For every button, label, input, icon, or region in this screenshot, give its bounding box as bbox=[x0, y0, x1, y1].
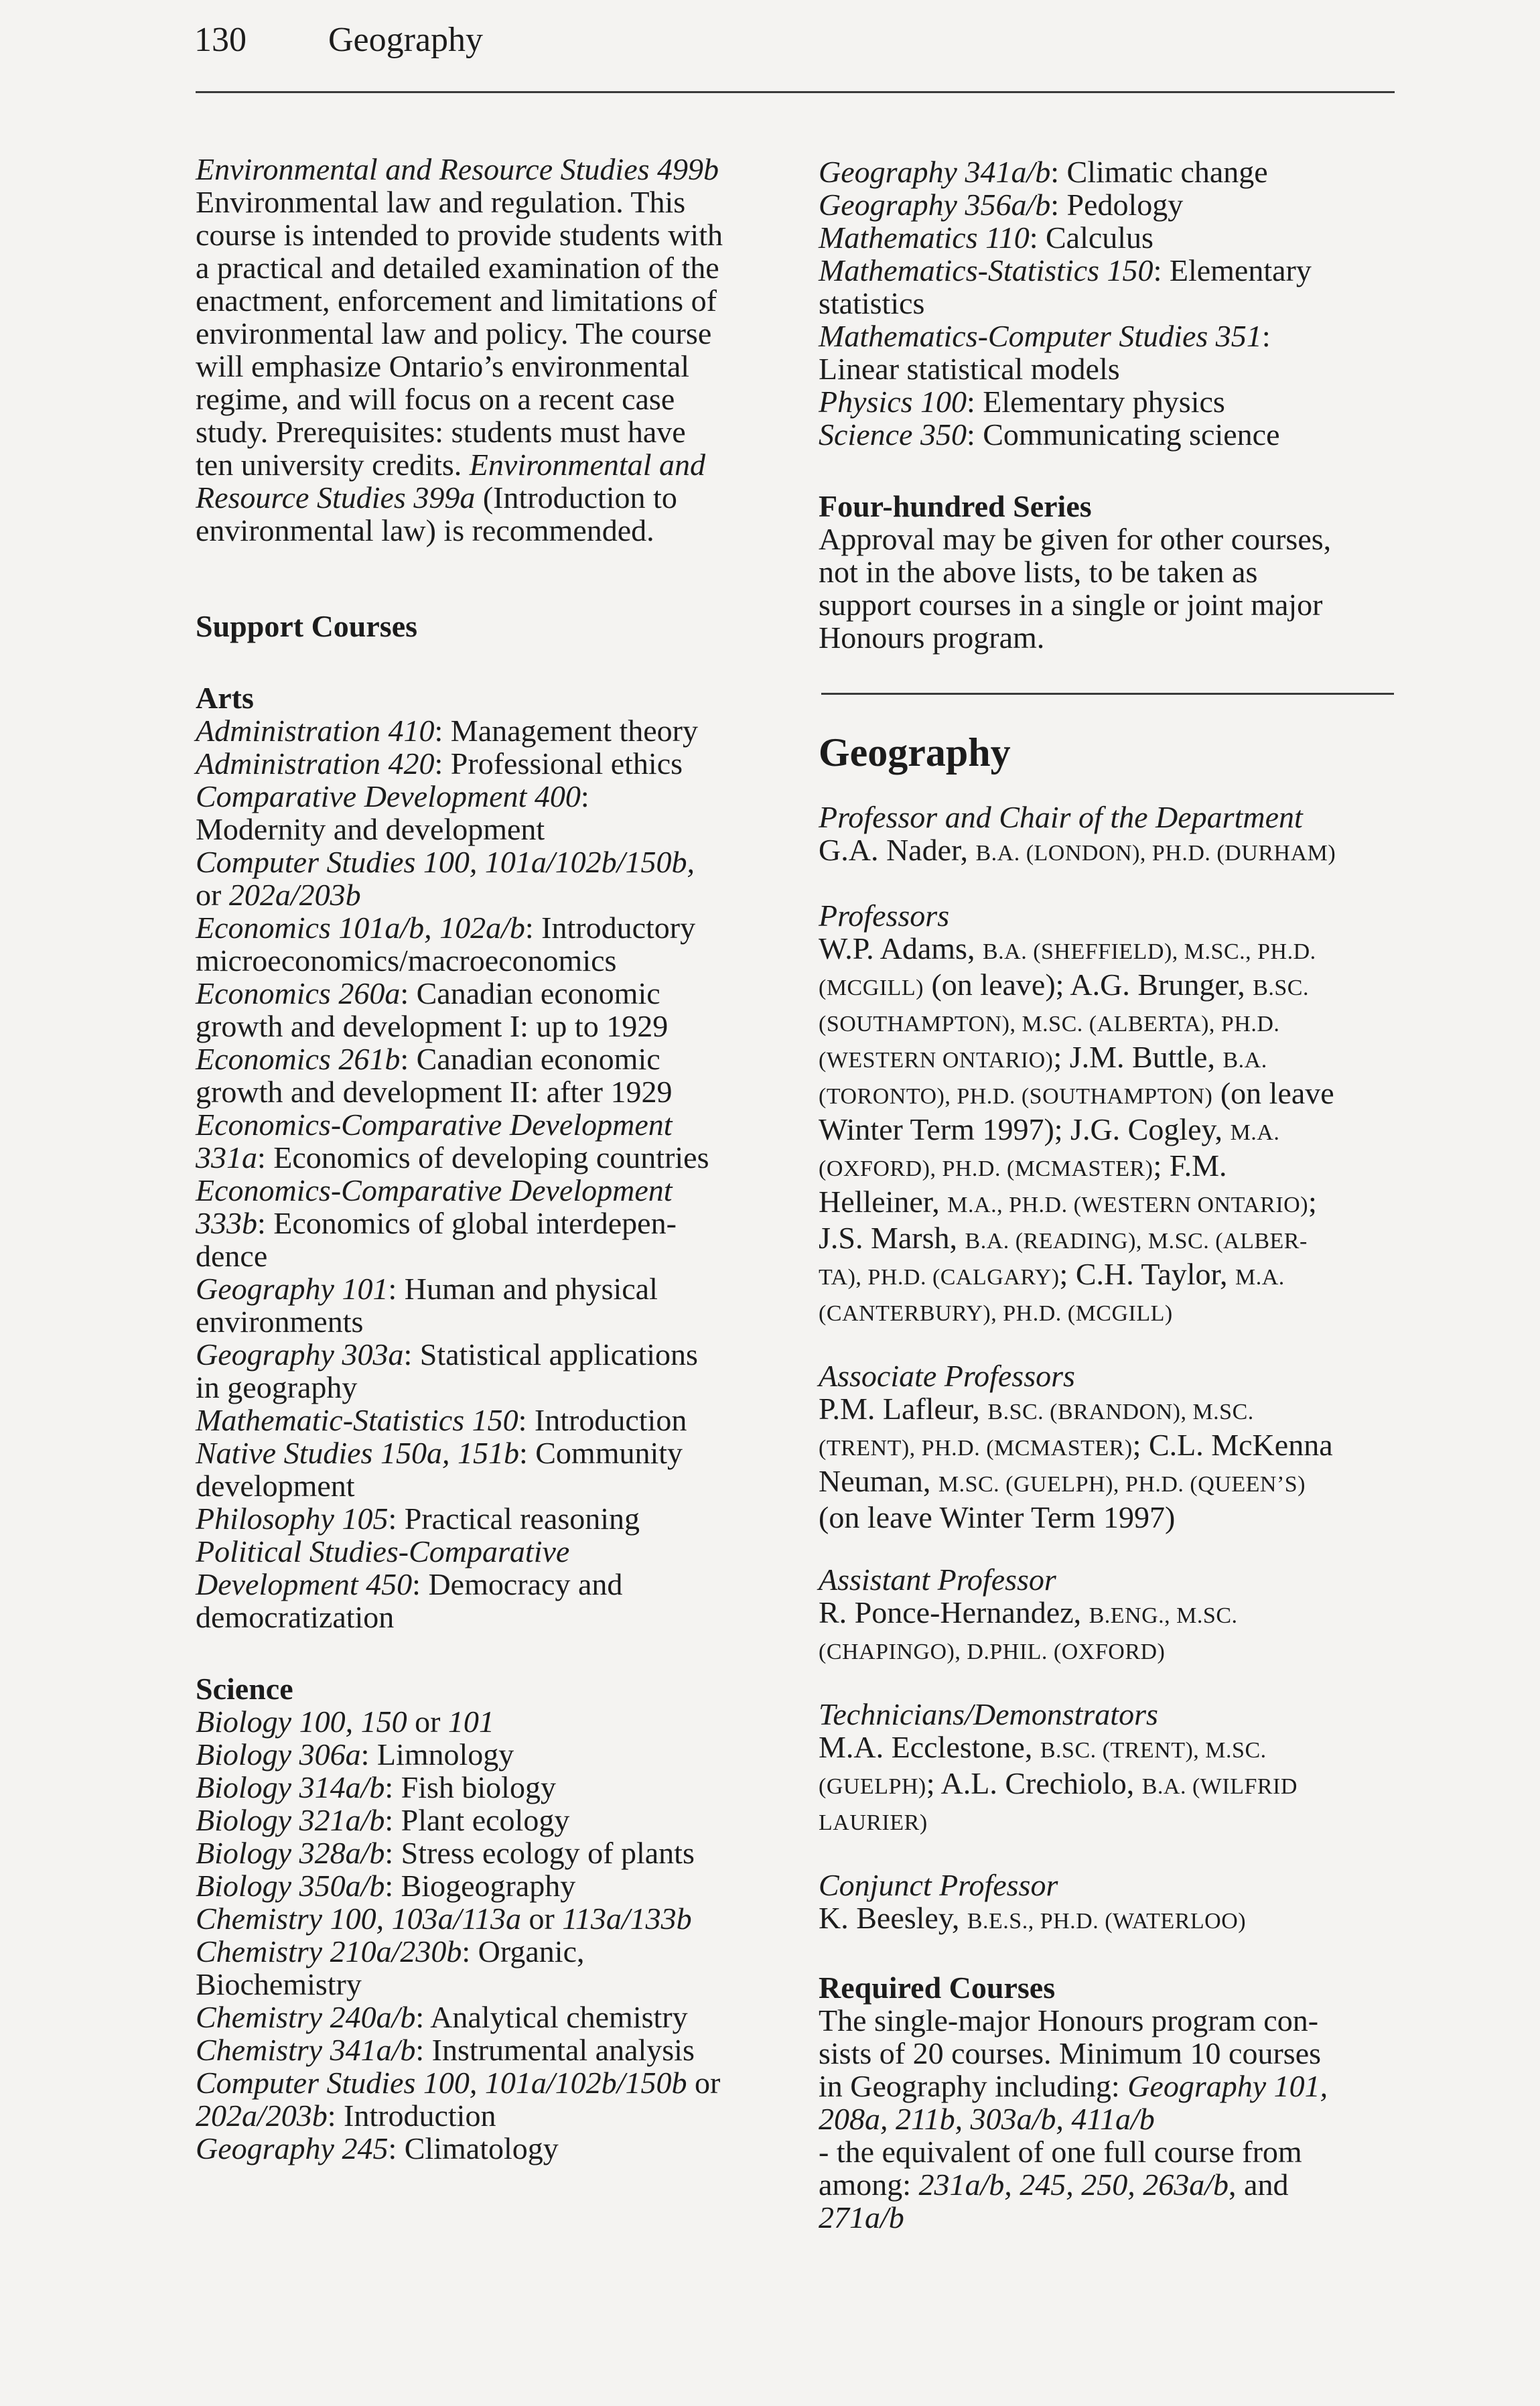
course-row bbox=[819, 352, 1408, 385]
course-title: 101 bbox=[447, 1705, 494, 1739]
course-text: or bbox=[687, 2066, 721, 2100]
course-title: 271a/b bbox=[819, 2200, 904, 2234]
course-row bbox=[196, 1338, 798, 1371]
name-text: P.M. Lafleur, bbox=[819, 1392, 988, 1426]
four-hundred-series-text bbox=[819, 523, 1408, 654]
geography-section-heading: Geography bbox=[819, 730, 1011, 775]
right-column bbox=[819, 155, 1408, 2234]
course-row bbox=[196, 1371, 798, 1404]
course-title: Mathematics 110 bbox=[819, 220, 1030, 255]
text-line bbox=[819, 1632, 1408, 1668]
course-title: Biology 350a/b bbox=[196, 1869, 385, 1903]
support-courses-heading: Support Courses bbox=[196, 609, 418, 643]
text-line bbox=[819, 1428, 1408, 1465]
course-row bbox=[819, 155, 1408, 188]
text-line bbox=[819, 2168, 1408, 2201]
course-title: 333b bbox=[196, 1206, 257, 1240]
course-row bbox=[196, 2132, 798, 2165]
course-text: : Introduction bbox=[327, 2098, 496, 2133]
course-title: Biology 306a bbox=[196, 1737, 361, 1772]
name-text: The single-major Honours program con- bbox=[819, 2003, 1319, 2037]
science-course-list bbox=[196, 1705, 798, 2165]
course-title: 331a bbox=[196, 1140, 257, 1175]
course-title: 208a, 211b, 303a/b, 411a/b bbox=[819, 2102, 1155, 2136]
course-text: : Practical reasoning bbox=[388, 1501, 640, 1536]
text-line: not in the above lists, to be taken as bbox=[819, 555, 1258, 589]
course-text: regime, and will focus on a recent case bbox=[196, 382, 675, 416]
course-text: : Economics of global interdepen- bbox=[257, 1206, 677, 1240]
course-title: Mathematics-Statistics 150 bbox=[819, 253, 1153, 287]
course-title: 231a/b, 245, 250, 263a/b bbox=[918, 2167, 1229, 2202]
credentials: TA), PH.D. (CALGARY) bbox=[819, 1265, 1060, 1290]
description-line bbox=[196, 186, 798, 218]
faculty-role: Technicians/Demonstrators bbox=[819, 1697, 1158, 1731]
course-text: : Communicating science bbox=[966, 417, 1280, 452]
course-text: democratization bbox=[196, 1600, 395, 1634]
credentials: B.SC. bbox=[1253, 976, 1309, 1000]
course-text: environmental law and policy. The course bbox=[196, 316, 712, 350]
text-line bbox=[819, 2135, 1408, 2168]
course-text: a practical and detailed examination of the bbox=[196, 251, 719, 285]
course-text: : bbox=[580, 779, 589, 813]
course-text: : Community bbox=[518, 1436, 683, 1470]
course-text: dence bbox=[196, 1239, 268, 1273]
credentials: (OXFORD), PH.D. (MCMASTER) bbox=[819, 1156, 1153, 1181]
course-text: Linear statistical models bbox=[819, 352, 1120, 386]
course-title: Biology 328a/b bbox=[196, 1836, 385, 1870]
course-row bbox=[196, 1502, 798, 1535]
course-description bbox=[196, 153, 798, 547]
faculty-group bbox=[819, 1869, 1408, 1938]
course-title: Science 350 bbox=[819, 417, 967, 452]
name-text: , and bbox=[1229, 2167, 1289, 2202]
text-line bbox=[819, 932, 1408, 968]
required-courses-heading: Required Courses bbox=[819, 1970, 1056, 2005]
text-line bbox=[819, 1004, 1408, 1041]
course-row bbox=[196, 1568, 798, 1601]
course-row bbox=[196, 911, 798, 944]
course-row bbox=[196, 1305, 798, 1338]
course-text: or bbox=[196, 878, 229, 912]
four-hundred-series-heading: Four-hundred Series bbox=[819, 489, 1092, 523]
course-text: : Biogeography bbox=[384, 1869, 576, 1903]
course-text: or bbox=[520, 1901, 563, 1936]
text-line bbox=[819, 2102, 1408, 2135]
course-text: enactment, enforcement and limitations of bbox=[196, 283, 717, 318]
course-row bbox=[196, 977, 798, 1010]
course-title: Resource Studies 399a bbox=[196, 480, 476, 515]
course-row bbox=[819, 221, 1408, 254]
description-line bbox=[196, 317, 798, 350]
course-row bbox=[196, 747, 798, 780]
text-line bbox=[819, 1185, 1408, 1221]
course-row bbox=[196, 944, 798, 977]
running-head bbox=[194, 16, 483, 64]
name-text: G.A. Nader, bbox=[819, 833, 976, 867]
course-text: : Professional ethics bbox=[434, 746, 683, 781]
name-text: ; C.H. Taylor, bbox=[1059, 1257, 1235, 1291]
course-text: growth and development II: after 1929 bbox=[196, 1075, 673, 1109]
course-text: : Elementary bbox=[1153, 253, 1312, 287]
name-text: ; J.M. Buttle, bbox=[1053, 1040, 1223, 1074]
course-row bbox=[196, 1902, 798, 1935]
course-title: 202a/203b bbox=[228, 878, 361, 912]
course-title: Economics 260a bbox=[196, 976, 401, 1010]
course-row bbox=[196, 813, 798, 846]
course-text: (Introduction to bbox=[475, 480, 677, 515]
course-row bbox=[196, 1043, 798, 1075]
course-text: : Canadian economic bbox=[400, 976, 660, 1010]
credentials: B.A. (LONDON), PH.D. (DURHAM) bbox=[975, 841, 1336, 866]
course-text: : Instrumental analysis bbox=[415, 2033, 695, 2067]
course-row bbox=[196, 2099, 798, 2132]
course-title: Administration 420 bbox=[196, 746, 435, 781]
course-text: development bbox=[196, 1469, 355, 1503]
credentials: B.A. (READING), M.SC. (ALBER- bbox=[965, 1229, 1308, 1254]
text-line bbox=[819, 1803, 1408, 1839]
course-text: : Introductory bbox=[524, 911, 696, 945]
course-text: : Economics of developing countries bbox=[257, 1140, 709, 1175]
credentials: B.A. (SHEFFIELD), M.SC., PH.D. bbox=[982, 939, 1316, 964]
course-title: Comparative Development 400 bbox=[196, 779, 581, 813]
name-text: (on leave bbox=[1212, 1076, 1334, 1110]
course-text: : Organic, bbox=[462, 1934, 585, 1968]
course-text: : Climatic change bbox=[1050, 155, 1268, 189]
section-divider bbox=[821, 693, 1394, 695]
description-line bbox=[196, 218, 798, 251]
text-line bbox=[819, 1077, 1408, 1113]
text-line bbox=[819, 1041, 1408, 1077]
course-title: Mathematic-Statistics 150 bbox=[196, 1403, 518, 1437]
course-title: Geography 101 bbox=[196, 1272, 389, 1306]
course-title: Chemistry 341a/b bbox=[196, 2033, 416, 2067]
course-text: : Limnology bbox=[360, 1737, 514, 1772]
course-row bbox=[196, 1535, 798, 1568]
course-text: : Human and physical bbox=[388, 1272, 658, 1306]
course-text: or bbox=[407, 1705, 448, 1739]
credentials: (CANTERBURY), PH.D. (MCGILL) bbox=[819, 1301, 1173, 1326]
course-text: microeconomics/macroeconomics bbox=[196, 943, 617, 978]
course-title: 113a/133b bbox=[562, 1901, 692, 1936]
text-line bbox=[819, 1465, 1408, 1501]
text-line bbox=[819, 1113, 1408, 1149]
course-text: : Statistical applications bbox=[403, 1337, 698, 1372]
course-text: study. Prerequisites: students must have bbox=[196, 415, 686, 449]
course-title: Physics 100 bbox=[819, 385, 967, 419]
course-row bbox=[196, 2001, 798, 2033]
course-title: Native Studies 150a, 151b bbox=[196, 1436, 519, 1470]
credentials: LAURIER) bbox=[819, 1810, 928, 1835]
description-line bbox=[196, 481, 798, 514]
course-text: : Elementary physics bbox=[967, 385, 1225, 419]
description-line bbox=[196, 350, 798, 383]
course-text: course is intended to provide students with bbox=[196, 218, 723, 252]
course-row bbox=[819, 188, 1408, 221]
page-number: 130 bbox=[194, 21, 247, 59]
text-line bbox=[819, 2201, 1408, 2234]
course-title: Geography 303a bbox=[196, 1337, 404, 1372]
course-row bbox=[196, 1601, 798, 1633]
name-text: ; C.L. McKenna bbox=[1132, 1428, 1333, 1462]
name-text: - the equivalent of one full course from bbox=[819, 2135, 1302, 2169]
credentials: B.ENG., M.SC. bbox=[1089, 1603, 1238, 1628]
course-text: Environmental law and regulation. This bbox=[196, 185, 686, 219]
text-line bbox=[819, 968, 1408, 1004]
arts-course-list bbox=[196, 714, 798, 1633]
course-title: Chemistry 210a/230b bbox=[196, 1934, 462, 1968]
description-line bbox=[196, 415, 798, 448]
course-title: Economics 261b bbox=[196, 1042, 401, 1076]
course-text: : Introduction bbox=[518, 1403, 687, 1437]
text-line: Approval may be given for other courses, bbox=[819, 522, 1332, 556]
credentials: B.E.S., PH.D. (WATERLOO) bbox=[967, 1909, 1247, 1934]
course-text: Biochemistry bbox=[196, 1967, 362, 2001]
course-title: Geography 245 bbox=[196, 2131, 389, 2165]
course-title: Political Studies-Comparative bbox=[196, 1534, 570, 1568]
credentials: M.A., PH.D. (WESTERN ONTARIO) bbox=[947, 1193, 1309, 1217]
credentials: (WESTERN ONTARIO) bbox=[819, 1048, 1054, 1073]
text-line bbox=[819, 1258, 1408, 1294]
course-title: Environmental and Resource Studies 499b bbox=[196, 152, 719, 186]
faculty-list bbox=[819, 801, 1408, 1938]
name-text: ; A.L. Crechiolo, bbox=[926, 1766, 1142, 1800]
credentials: B.SC. (BRANDON), M.SC. bbox=[987, 1400, 1254, 1424]
name-text: ; F.M. bbox=[1153, 1148, 1227, 1183]
name-text: sists of 20 courses. Minimum 10 courses bbox=[819, 2036, 1322, 2070]
course-title: Economics 101a/b, 102a/b bbox=[196, 911, 525, 945]
name-text: among: bbox=[819, 2167, 919, 2202]
text-line bbox=[819, 2004, 1408, 2037]
credentials: (TORONTO), PH.D. (SOUTHAMPTON) bbox=[819, 1084, 1213, 1109]
credentials: B.A. (WILFRID bbox=[1141, 1774, 1298, 1799]
header-rule bbox=[196, 91, 1395, 93]
name-text: (on leave Winter Term 1997) bbox=[819, 1500, 1176, 1534]
faculty-group bbox=[819, 1563, 1408, 1668]
faculty-group bbox=[819, 899, 1408, 1330]
text-line bbox=[819, 1901, 1408, 1938]
course-text: statistics bbox=[819, 286, 925, 320]
credentials: (SOUTHAMPTON), M.SC. (ALBERTA), PH.D. bbox=[819, 1012, 1280, 1037]
course-text: : Plant ecology bbox=[384, 1803, 570, 1837]
course-row bbox=[196, 1469, 798, 1502]
course-title: Economics-Comparative Development bbox=[196, 1108, 673, 1142]
course-text: : Democracy and bbox=[412, 1567, 623, 1601]
course-text: : bbox=[1261, 319, 1271, 353]
faculty-role: Conjunct Professor bbox=[819, 1868, 1058, 1902]
course-row bbox=[196, 714, 798, 747]
text-line bbox=[819, 1767, 1408, 1803]
course-row bbox=[196, 1771, 798, 1804]
course-title: Development 450 bbox=[196, 1567, 413, 1601]
text-line bbox=[819, 1501, 1408, 1534]
description-line bbox=[196, 251, 798, 284]
course-title: Geography 341a/b bbox=[819, 155, 1051, 189]
credentials: (CHAPINGO), D.PHIL. (OXFORD) bbox=[819, 1640, 1166, 1664]
faculty-role: Assistant Professor bbox=[819, 1562, 1056, 1597]
course-row bbox=[196, 878, 798, 911]
name-text: (on leave); A.G. Brunger, bbox=[923, 967, 1253, 1002]
name-text: J.S. Marsh, bbox=[819, 1221, 965, 1255]
course-row bbox=[196, 780, 798, 813]
course-row bbox=[819, 254, 1408, 287]
text-line: Honours program. bbox=[819, 620, 1045, 655]
name-text: Neuman, bbox=[819, 1464, 938, 1498]
text-line bbox=[819, 1731, 1408, 1767]
course-title: Mathematics-Computer Studies 351 bbox=[819, 319, 1262, 353]
faculty-role: Professors bbox=[819, 898, 950, 933]
course-title: Philosophy 105 bbox=[196, 1501, 389, 1536]
course-text: will emphasize Ontario’s environmental bbox=[196, 349, 690, 383]
science-heading: Science bbox=[196, 1672, 293, 1706]
course-title: Chemistry 240a/b bbox=[196, 2000, 416, 2034]
course-row bbox=[196, 1705, 798, 1738]
course-text: growth and development I: up to 1929 bbox=[196, 1009, 669, 1043]
course-text: in geography bbox=[196, 1370, 358, 1404]
name-text: Helleiner, bbox=[819, 1185, 948, 1219]
course-text: ten university credits. bbox=[196, 448, 470, 482]
course-row bbox=[196, 1968, 798, 2001]
name-text: K. Beesley, bbox=[819, 1901, 967, 1935]
course-title: Computer Studies 100, 101a/102b/150b bbox=[196, 2066, 687, 2100]
course-title: Biology 100, 150 bbox=[196, 1705, 407, 1739]
faculty-group bbox=[819, 1359, 1408, 1534]
description-line bbox=[196, 448, 798, 481]
description-line bbox=[196, 153, 798, 186]
course-row bbox=[196, 846, 798, 878]
course-row bbox=[196, 1141, 798, 1174]
course-text: : Climatology bbox=[388, 2131, 559, 2165]
name-text: ; bbox=[1308, 1185, 1317, 1219]
course-row bbox=[196, 1174, 798, 1207]
course-title: Administration 410 bbox=[196, 714, 435, 748]
faculty-role: Associate Professors bbox=[819, 1359, 1075, 1393]
course-row bbox=[196, 1010, 798, 1043]
text-line bbox=[819, 833, 1408, 870]
text-line: support courses in a single or joint major bbox=[819, 588, 1323, 622]
text-line bbox=[819, 1596, 1408, 1632]
course-text: : Fish biology bbox=[384, 1770, 556, 1804]
credentials: M.SC. (GUELPH), PH.D. (QUEEN’S) bbox=[938, 1472, 1306, 1497]
description-line bbox=[196, 514, 798, 547]
name-text: Winter Term 1997); J.G. Cogley, bbox=[819, 1112, 1231, 1146]
left-column bbox=[196, 153, 798, 2165]
credentials: M.A. bbox=[1235, 1265, 1285, 1290]
credentials: B.A. bbox=[1222, 1048, 1267, 1073]
course-title: 202a/203b bbox=[196, 2098, 328, 2133]
running-head-title: Geography bbox=[328, 21, 484, 59]
course-row bbox=[819, 418, 1408, 451]
course-row bbox=[196, 2033, 798, 2066]
course-row bbox=[819, 385, 1408, 418]
course-title: Economics-Comparative Development bbox=[196, 1173, 673, 1207]
course-title: Chemistry 100, 103a/113a bbox=[196, 1901, 521, 1936]
required-courses-text bbox=[819, 2004, 1408, 2234]
text-line bbox=[819, 1149, 1408, 1185]
course-title: Biology 314a/b bbox=[196, 1770, 385, 1804]
course-title: Biology 321a/b bbox=[196, 1803, 385, 1837]
course-row bbox=[196, 1207, 798, 1240]
text-line bbox=[819, 2037, 1408, 2070]
course-row bbox=[196, 1935, 798, 1968]
course-text: : Stress ecology of plants bbox=[384, 1836, 695, 1870]
course-row bbox=[196, 2066, 798, 2099]
text-line bbox=[819, 1294, 1408, 1330]
course-title: Computer Studies 100, 101a/102b/150b, bbox=[196, 845, 695, 879]
course-row bbox=[196, 1836, 798, 1869]
course-row bbox=[196, 1075, 798, 1108]
description-line bbox=[196, 383, 798, 415]
course-row bbox=[196, 1240, 798, 1272]
course-text: environments bbox=[196, 1305, 364, 1339]
credentials: M.A. bbox=[1230, 1120, 1280, 1145]
course-row bbox=[819, 287, 1408, 320]
faculty-role: Professor and Chair of the Department bbox=[819, 800, 1303, 834]
text-line bbox=[819, 1221, 1408, 1258]
course-text: environmental law) is recommended. bbox=[196, 513, 654, 547]
text-line bbox=[819, 2070, 1408, 2102]
course-text: : Canadian economic bbox=[400, 1042, 660, 1076]
course-row bbox=[196, 1869, 798, 1902]
credentials: (GUELPH) bbox=[819, 1774, 926, 1799]
course-text: : Analytical chemistry bbox=[415, 2000, 688, 2034]
name-text: W.P. Adams, bbox=[819, 931, 983, 965]
name-text: in Geography including: bbox=[819, 2069, 1128, 2103]
description-line bbox=[196, 284, 798, 317]
course-title: Environmental and bbox=[469, 448, 705, 482]
course-row bbox=[819, 320, 1408, 352]
faculty-group bbox=[819, 801, 1408, 870]
course-text: : Calculus bbox=[1029, 220, 1153, 255]
course-row bbox=[196, 1804, 798, 1836]
course-title: Geography 101, bbox=[1127, 2069, 1328, 2103]
course-text: : Management theory bbox=[434, 714, 698, 748]
name-text: R. Ponce-Hernandez, bbox=[819, 1595, 1089, 1629]
course-row bbox=[196, 1108, 798, 1141]
course-row bbox=[196, 1738, 798, 1771]
course-text: Modernity and development bbox=[196, 812, 545, 846]
course-row bbox=[196, 1404, 798, 1436]
course-row bbox=[196, 1436, 798, 1469]
text-line bbox=[819, 1392, 1408, 1428]
credentials: (MCGILL) bbox=[819, 976, 924, 1000]
arts-heading: Arts bbox=[196, 681, 254, 715]
credentials: B.SC. (TRENT), M.SC. bbox=[1040, 1738, 1267, 1763]
course-text: : Pedology bbox=[1050, 188, 1184, 222]
credentials: (TRENT), PH.D. (MCMASTER) bbox=[819, 1436, 1133, 1461]
science-course-list-continued bbox=[819, 155, 1408, 451]
course-row bbox=[196, 1272, 798, 1305]
name-text: M.A. Ecclestone, bbox=[819, 1730, 1040, 1764]
course-title: Geography 356a/b bbox=[819, 188, 1051, 222]
faculty-group bbox=[819, 1698, 1408, 1839]
